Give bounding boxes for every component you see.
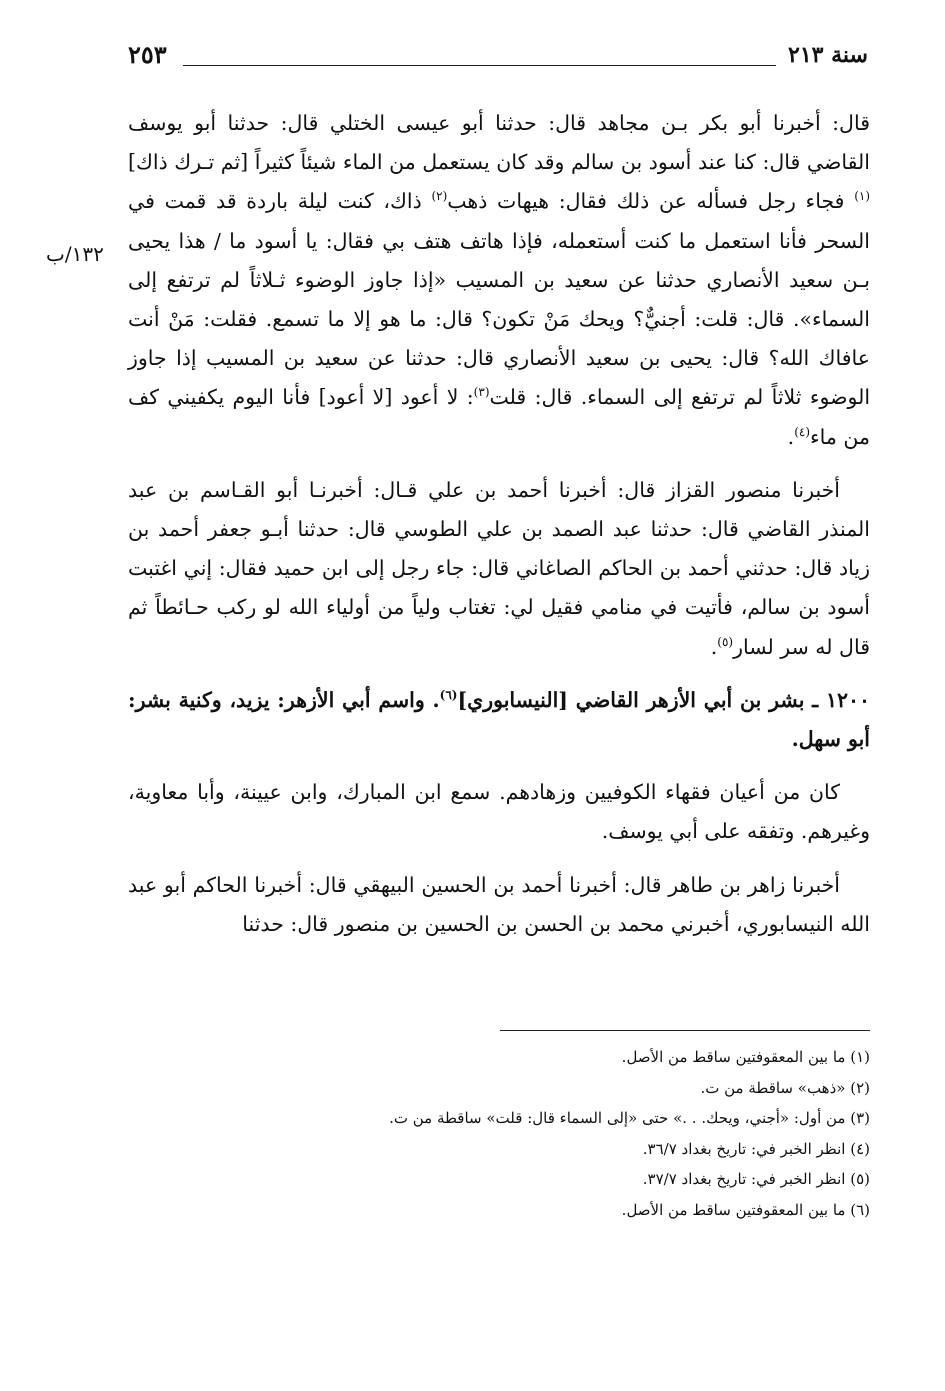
footnote-ref-5[interactable]: (٥) — [717, 634, 734, 649]
running-header — [128, 38, 868, 78]
footnotes — [128, 1042, 870, 1225]
footnote-3: (٣) من أول: «أجني، ويحك. . .» حتى «إلى السماء قال: قلت» ساقطة من ت. — [389, 1109, 870, 1127]
header-year: سنة ٢١٣ — [788, 42, 868, 68]
footnote-6: (٦) ما بين المعقوفتين ساقط من الأصل. — [621, 1200, 870, 1219]
spacer — [128, 759, 870, 773]
paragraph-1-text-b: فجاء رجل فسأله عن ذلك فقال: هيهات ذهب — [447, 189, 855, 214]
paragraph-1-end: . — [787, 424, 795, 449]
footnote-1: (١) ما بين المعقوفتين ساقط من الأصل. — [621, 1048, 870, 1066]
paragraph-1 — [128, 104, 870, 457]
spacer — [128, 667, 870, 681]
footnote-ref-3[interactable]: (٣) — [473, 385, 490, 400]
page-number: ٢٥٣ — [128, 40, 167, 69]
footnote-5: (٥) انظر الخبر في: تاريخ بغداد ٣٧/٧. — [642, 1170, 870, 1188]
footnote-4: (٤) انظر الخبر في: تاريخ بغداد ٣٦/٧. — [642, 1139, 870, 1158]
footnote-ref-4[interactable]: (٤) — [794, 424, 811, 439]
header-rule — [183, 65, 776, 66]
footnote-2: (٢) «ذهب» ساقطة من ت. — [700, 1078, 870, 1097]
paragraph-1-text: قال: أخبرنا أبو بكر بـن مجاهد قال: حدثنا أبو عيسى الختلي قال: حدثنا أبو يوسف القاضي قال: كنا عند أسود بن سالم وقد كان يستعمل من الماء شيئاً كثيراً [ثم تـرك ذاك] — [128, 111, 870, 175]
footnote-ref-1[interactable]: (١) — [854, 189, 871, 204]
paragraph-1-text-c: ذاك، كنت ليلة باردة قد قمت في السحر فأنا استعمل ما كنت أستعمله، فإذا هاتف هتف بي فقال: يا أسود ما / هذا يحيى بـن سعيد الأنصاري حدثنا عن سعيد بن المسيب «إذا جاوز الوضوء ثـلاثاً لم ترتفع إلى السماء». قال: قلت: أجنيٌّ؟ ويحك مَنْ تكون؟ قال: ما هو إلا ما تسمع. فقلت: مَنْ أنت عافاك الله؟ قال: يحيى بن سعيد الأنصاري قال: حدثنا عن سعيد بن المسيب إذا جاوز الوضوء ثلاثاً لم ترتفع إلى السماء. قال: قلت — [128, 189, 871, 410]
paragraph-2-text: أخبرنا منصور القزاز قال: أخبرنا أحمد بن علي قـال: أخبرنـا أبو القـاسم بن عبد المنذر القاضي قال: حدثنا عبد الصمد بن علي الطوسي قال: حدثنا أبـو جعفر أحمد بن زياد قال: حدثني أحمد بن الحاكم الصاغاني قال: جاء رجل إلى ابن حميد فقال: إني اغتبت أسود بن سالم، فأتيت في منامي فقيل لي: تغتاب ولياً من أولياء الله لو ركب حـائطاً ثم قال له سر لسار — [128, 477, 870, 659]
manuscript-folio-marker: ١٣٢/ب — [46, 242, 104, 266]
main-text — [128, 104, 870, 944]
paragraph-4: أخبرنا زاهر بن طاهر قال: أخبرنا أحمد بن الحسين البيهقي قال: أخبرنا الحاكم أبو عبد الله النيسابوري، أخبرني محمد بن الحسن بن الحسين بن منصور قال: حدثنا — [128, 872, 870, 936]
paragraph-2 — [128, 471, 870, 667]
biography-title: ١٢٠٠ ـ بشر بن أبي الأزهر القاضي [النيسابوري] — [457, 687, 870, 712]
spacer — [128, 852, 870, 866]
biography-heading — [128, 681, 870, 759]
biography-title-rest: . واسم أبي الأزهر: يزيد، وكنية بشر: أبو سهل. — [128, 687, 870, 752]
paragraph-2-end: . — [710, 634, 718, 659]
footnote-separator — [500, 1030, 870, 1031]
paragraph-3: كان من أعيان فقهاء الكوفيين وزهادهم. سمع ابن المبارك، وابن عيينة، وأبا معاوية، وغيرهم. وتفقه على أبي يوسف. — [128, 780, 870, 844]
footnote-ref-2[interactable]: (٢) — [431, 189, 448, 204]
paragraph-1-text-d: : لا أعود [لا أعود] فأنا اليوم يكفيني كف من ماء — [128, 385, 870, 449]
footnote-ref-6[interactable]: (٦) — [439, 688, 458, 703]
spacer — [128, 457, 870, 471]
